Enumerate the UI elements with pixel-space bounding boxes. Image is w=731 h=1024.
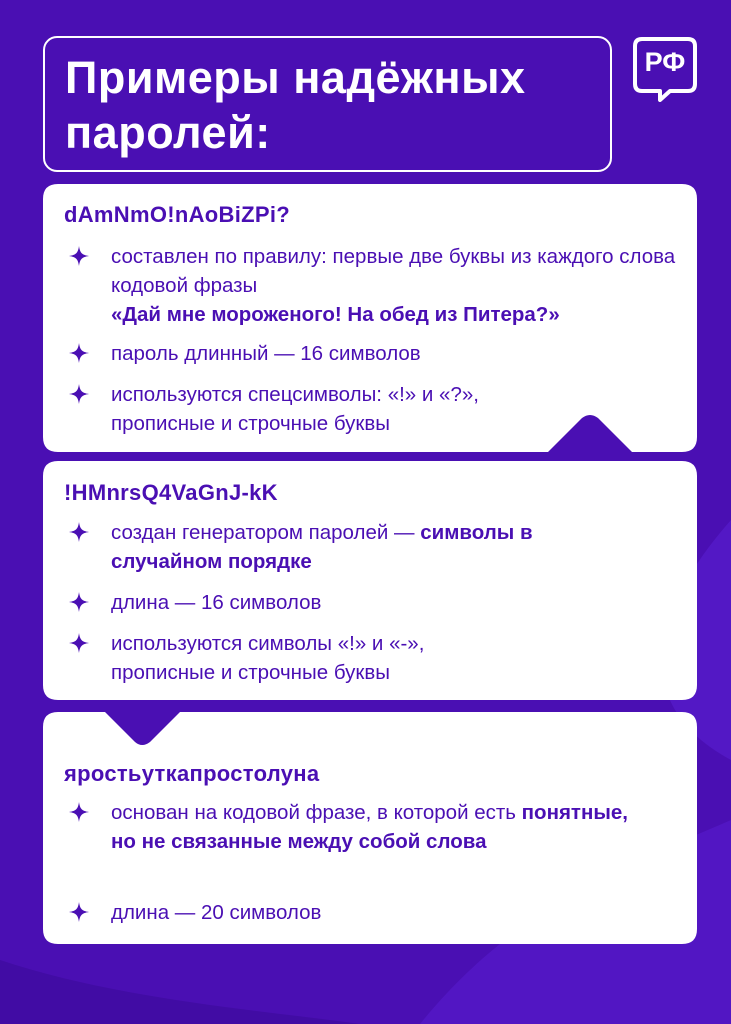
password-card-2 [43, 461, 697, 700]
bullet-item [64, 798, 644, 856]
sparkle-icon [69, 592, 89, 612]
bullet-text: пароль длинный — 16 символов [111, 342, 421, 365]
bullet-item [64, 518, 604, 576]
password-example: яростьуткапростолуна [64, 761, 320, 786]
bullet-text: используются спецсимволы: «!» и «?», прописные и строчные буквы [111, 383, 479, 435]
sparkle-icon [69, 802, 89, 822]
sparkle-icon [69, 522, 89, 542]
password-card-3 [43, 712, 697, 944]
sparkle-icon [69, 246, 89, 266]
bullet-text: составлен по правилу: первые две буквы из каждого слова кодовой фразы [111, 245, 676, 297]
page-title: Примеры надёжных паролей: [65, 52, 526, 158]
bullet-text: длина — 20 символов [111, 901, 322, 924]
password-example: dAmNmO!nAoBiZPi? [64, 202, 291, 227]
sparkle-icon [69, 902, 89, 922]
bullet-text: создан генератором паролей — [111, 521, 415, 544]
bullet-text: используются символы «!» и «-», прописные и строчные буквы [111, 632, 425, 684]
logo-text: РФ [644, 47, 686, 77]
bullet-bold-text: понятные, но не связанные между собой слова [111, 801, 628, 853]
sparkle-icon [69, 384, 89, 404]
bullet-item [64, 588, 684, 617]
sparkle-icon [69, 343, 89, 363]
bullet-item [64, 380, 534, 438]
bullet-bold-text: «Дай мне мороженого! На обед из Питера?» [111, 303, 560, 326]
bullet-item [64, 898, 684, 927]
sparkle-icon [69, 633, 89, 653]
bullet-bold-text: символы в случайном порядке [111, 521, 533, 573]
password-card-1 [43, 184, 697, 452]
bullet-item [64, 339, 684, 368]
bullet-text: длина — 16 символов [111, 591, 322, 614]
bullet-item [64, 629, 504, 687]
bullet-item [64, 242, 684, 329]
bullet-text: основан на кодовой фразе, в которой есть [111, 801, 516, 824]
password-example: !HMnrsQ4VaGnJ-kK [64, 480, 278, 505]
